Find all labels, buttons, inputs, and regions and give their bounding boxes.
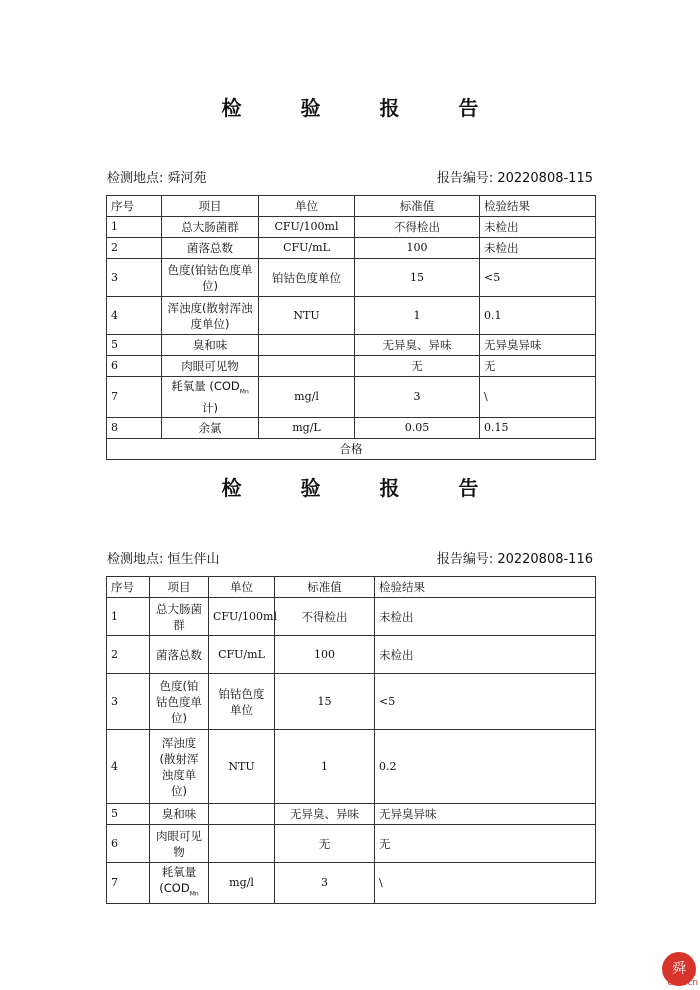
- table-cell: 4: [107, 730, 150, 804]
- table-cell: 4: [107, 297, 162, 335]
- report2-report-number: 报告编号: 20220808-116: [436, 552, 593, 567]
- table-cell: 肉眼可见物: [162, 356, 259, 377]
- report2-title: 检 验 报 告: [221, 476, 505, 500]
- table-row: [107, 259, 596, 297]
- table-cell: 无异臭、异味: [355, 335, 480, 356]
- table-cell: 2: [107, 238, 162, 259]
- table-cell: 1: [107, 598, 150, 636]
- table-row: [107, 356, 596, 377]
- table-cell: [259, 356, 355, 377]
- table-cell: 色度(铂钴色度单位): [150, 674, 209, 730]
- table-cell: CFU/100ml: [259, 217, 355, 238]
- table-row: [107, 297, 596, 335]
- report2-location: 检测地点: 恒生伴山: [107, 552, 220, 567]
- report2-table: [106, 576, 596, 904]
- table-row: [107, 863, 596, 904]
- table-cell: 0.05: [355, 418, 480, 439]
- table-row: [107, 825, 596, 863]
- table-cell: 5: [107, 335, 162, 356]
- table-cell: 6: [107, 825, 150, 863]
- table-cell: 臭和味: [162, 335, 259, 356]
- cod-label-tail: 计): [202, 401, 218, 416]
- table-cell: 色度(铂钴色度单位): [162, 259, 259, 297]
- header-cell: 单位: [209, 577, 275, 598]
- table-cell: 无异臭异味: [480, 335, 596, 356]
- cod-label: 耗氧量 (COD: [171, 379, 240, 393]
- table-cell: 3: [107, 259, 162, 297]
- table-row: [107, 335, 596, 356]
- table-cell: 8: [107, 418, 162, 439]
- table-cell: 7: [107, 377, 162, 418]
- cod-subscript: Mn: [239, 388, 249, 396]
- table-cell: 铂钴色度单位: [209, 674, 275, 730]
- table-cell: [209, 825, 275, 863]
- table-cell: [162, 377, 259, 418]
- table-cell: 肉眼可见物: [150, 825, 209, 863]
- table-cell: 无: [375, 825, 596, 863]
- table-row: [107, 377, 596, 418]
- report1-table: [106, 195, 596, 460]
- table-cell: [150, 863, 209, 904]
- table-cell: 无: [480, 356, 596, 377]
- table-cell: 1: [107, 217, 162, 238]
- cod-label: 耗氧量 (COD: [159, 865, 197, 895]
- table-cell: 未检出: [375, 598, 596, 636]
- table-cell: 15: [355, 259, 480, 297]
- table-cell: 1: [275, 730, 375, 804]
- table-cell: mg/l: [209, 863, 275, 904]
- report1-report-number: 报告编号: 20220808-115: [436, 171, 593, 186]
- table-cell: <5: [480, 259, 596, 297]
- table-cell: 总大肠菌群: [150, 598, 209, 636]
- table-cell: 2: [107, 636, 150, 674]
- header-cell: 标准值: [355, 196, 480, 217]
- conclusion-cell: 合格: [107, 439, 596, 460]
- table-cell: 1: [355, 297, 480, 335]
- table-cell: 浑浊度(散射浑浊度单位): [150, 730, 209, 804]
- table-cell: 无异臭、异味: [275, 804, 375, 825]
- table-cell: 0.1: [480, 297, 596, 335]
- header-cell: 标准值: [275, 577, 375, 598]
- table-cell: 浑浊度(散射浑浊度单位): [162, 297, 259, 335]
- table-row: [107, 636, 596, 674]
- table-cell: \: [480, 377, 596, 418]
- header-cell: 序号: [107, 196, 162, 217]
- header-cell: 检验结果: [480, 196, 596, 217]
- table-cell: mg/L: [259, 418, 355, 439]
- table-cell: NTU: [209, 730, 275, 804]
- cod-subscript: Mn: [189, 890, 199, 898]
- report1-title: 检 验 报 告: [221, 96, 505, 120]
- table-cell: 15: [275, 674, 375, 730]
- table-cell: 3: [107, 674, 150, 730]
- table-cell: \: [375, 863, 596, 904]
- table-cell: 0.2: [375, 730, 596, 804]
- table-cell: 100: [275, 636, 375, 674]
- table-cell: CFU/mL: [209, 636, 275, 674]
- table-cell: 3: [355, 377, 480, 418]
- header-cell: 单位: [259, 196, 355, 217]
- header-cell: 项目: [162, 196, 259, 217]
- table-cell: 6: [107, 356, 162, 377]
- table-cell: 未检出: [375, 636, 596, 674]
- table-row: [107, 804, 596, 825]
- table-row: [107, 730, 596, 804]
- table-cell: CFU/mL: [259, 238, 355, 259]
- header-cell: 项目: [150, 577, 209, 598]
- conclusion-row: [107, 439, 596, 460]
- watermark-logo: 舜: [662, 952, 696, 986]
- header-cell: 序号: [107, 577, 150, 598]
- table-cell: 不得检出: [355, 217, 480, 238]
- table-cell: <5: [375, 674, 596, 730]
- table-row: [107, 598, 596, 636]
- table-cell: 3: [275, 863, 375, 904]
- table-cell: [209, 804, 275, 825]
- table-cell: CFU/100ml: [209, 598, 275, 636]
- table-cell: 无异臭异味: [375, 804, 596, 825]
- table-row: [107, 418, 596, 439]
- table-row: [107, 238, 596, 259]
- table-cell: [259, 335, 355, 356]
- table-header-row: [107, 196, 596, 217]
- table-cell: 无: [275, 825, 375, 863]
- table-cell: 余氯: [162, 418, 259, 439]
- table-cell: mg/l: [259, 377, 355, 418]
- table-cell: 臭和味: [150, 804, 209, 825]
- table-cell: NTU: [259, 297, 355, 335]
- report1-location: 检测地点: 舜河苑: [107, 171, 207, 186]
- table-cell: 未检出: [480, 238, 596, 259]
- table-row: [107, 674, 596, 730]
- table-header-row: [107, 577, 596, 598]
- table-cell: 不得检出: [275, 598, 375, 636]
- table-cell: 铂钴色度单位: [259, 259, 355, 297]
- table-cell: 总大肠菌群: [162, 217, 259, 238]
- table-row: [107, 217, 596, 238]
- table-cell: 未检出: [480, 217, 596, 238]
- table-cell: 菌落总数: [150, 636, 209, 674]
- watermark-text: e23.cn: [667, 978, 698, 988]
- table-cell: 菌落总数: [162, 238, 259, 259]
- table-cell: 7: [107, 863, 150, 904]
- header-cell: 检验结果: [375, 577, 596, 598]
- table-cell: 5: [107, 804, 150, 825]
- table-cell: 无: [355, 356, 480, 377]
- table-cell: 0.15: [480, 418, 596, 439]
- table-cell: 100: [355, 238, 480, 259]
